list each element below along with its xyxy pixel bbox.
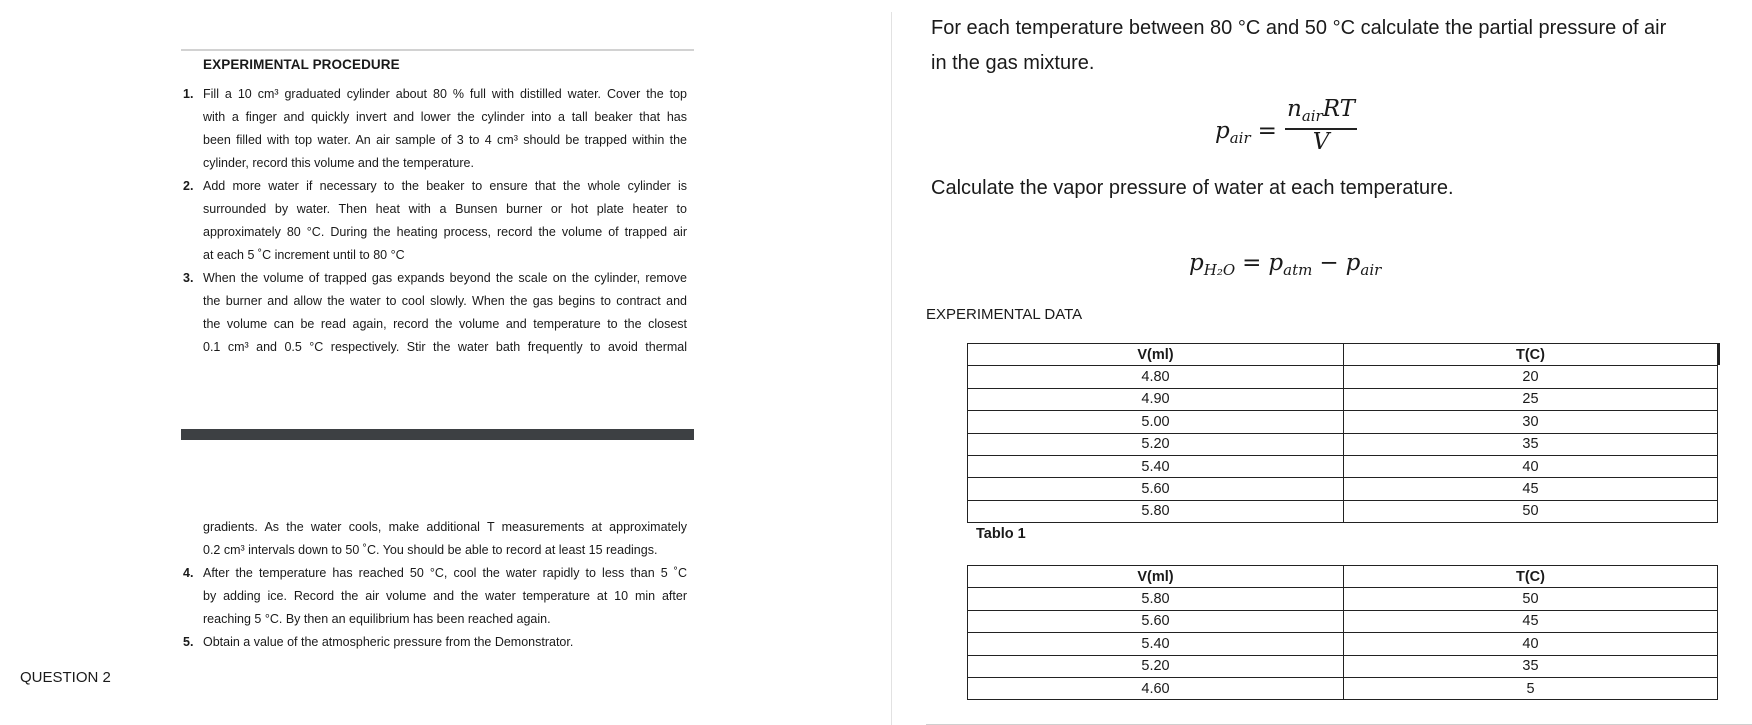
table-row bbox=[968, 388, 1718, 410]
table-cell-temperature: 45 bbox=[1344, 478, 1718, 500]
table-1-cursor-edge bbox=[1718, 343, 1720, 365]
step-1-line-3: been filled with top water. An air sample of 3 to 4 cm³ should be trapped within the bbox=[203, 133, 687, 147]
page-separator bbox=[891, 12, 892, 725]
table-row bbox=[968, 366, 1718, 388]
table-cell-temperature: 40 bbox=[1344, 455, 1718, 477]
experimental-data-title: EXPERIMENTAL DATA bbox=[926, 306, 1083, 323]
step-2-line-3: approximately 80 °C. During the heating process, record the volume of trapped air bbox=[203, 225, 687, 239]
formula-water-term2: p bbox=[1345, 250, 1361, 276]
formula-air-numerator-sub: air bbox=[1301, 107, 1323, 125]
step-1-number: 1. bbox=[183, 87, 194, 101]
step-1-line-2: with a finger and quickly invert and lower the cylinder into a tall beaker that has bbox=[203, 110, 687, 124]
table-cell-volume: 5.40 bbox=[968, 455, 1344, 477]
table-header-row bbox=[968, 344, 1718, 366]
table-cell-volume: 5.20 bbox=[968, 655, 1344, 677]
table-cell-volume: 5.20 bbox=[968, 433, 1344, 455]
table-cell-temperature: 45 bbox=[1344, 610, 1718, 632]
table-cell-volume: 5.80 bbox=[968, 500, 1344, 522]
table-header-temperature: T(C) bbox=[1344, 344, 1718, 366]
step-2-number: 2. bbox=[183, 179, 194, 193]
table-header-temperature: T(C) bbox=[1344, 566, 1718, 588]
step-2-line-1: Add more water if necessary to the beaker to ensure that the whole cylinder is bbox=[203, 179, 687, 193]
step-4-line-2: by adding ice. Record the air volume and the water temperature at 10 min after bbox=[203, 589, 687, 603]
table-cell-volume: 4.90 bbox=[968, 388, 1344, 410]
table-row bbox=[968, 433, 1718, 455]
formula-air-denominator: V bbox=[1312, 129, 1330, 155]
step-5-line-1: Obtain a value of the atmospheric pressure from the Demonstrator. bbox=[203, 635, 574, 649]
table-cell-temperature: 20 bbox=[1344, 366, 1718, 388]
step-5-number: 5. bbox=[183, 635, 194, 649]
table-cell-volume: 5.60 bbox=[968, 610, 1344, 632]
table-row bbox=[968, 633, 1718, 655]
table-cell-volume: 5.00 bbox=[968, 411, 1344, 433]
table-cell-volume: 5.80 bbox=[968, 588, 1344, 610]
step-4-line-1: After the temperature has reached 50 °C, cool the water rapidly to less than 5 ˚C bbox=[203, 566, 687, 580]
table-header-volume: V(ml) bbox=[968, 344, 1344, 366]
vapor-pressure-text: Calculate the vapor pressure of water at each temperature. bbox=[931, 177, 1454, 199]
formula-water-term1-sub: atm bbox=[1283, 261, 1313, 279]
table-cell-temperature: 25 bbox=[1344, 388, 1718, 410]
formula-air-numerator-n: n bbox=[1286, 96, 1302, 122]
table-cell-temperature: 50 bbox=[1344, 500, 1718, 522]
table-header-volume: V(ml) bbox=[968, 566, 1344, 588]
step-1-line-4: cylinder, record this volume and the temperature. bbox=[203, 156, 474, 170]
procedure-title: EXPERIMENTAL PROCEDURE bbox=[203, 57, 400, 72]
step-4-number: 4. bbox=[183, 566, 194, 580]
page-break-bar bbox=[181, 429, 694, 440]
table-header-row bbox=[968, 566, 1718, 588]
data-table-1 bbox=[967, 343, 1718, 523]
step-2-line-2: surrounded by water. Then heat with a Bunsen burner or hot plate heater to bbox=[203, 202, 687, 216]
table-row bbox=[968, 677, 1718, 699]
step-3-continued-line-2: 0.2 cm³ intervals down to 50 ˚C. You should be able to record at least 15 readings. bbox=[203, 543, 658, 557]
formula-water-term2-sub: air bbox=[1360, 261, 1382, 279]
data-table-2 bbox=[967, 565, 1718, 700]
intro-line-1: For each temperature between 80 °C and 50 °C calculate the partial pressure of air bbox=[931, 17, 1667, 39]
table-cell-volume: 5.60 bbox=[968, 478, 1344, 500]
table-row bbox=[968, 655, 1718, 677]
formula-air-lhs: p bbox=[1215, 118, 1230, 144]
formula-water-equals: = bbox=[1242, 250, 1262, 276]
formula-water-vapor bbox=[1189, 250, 1382, 279]
formula-water-lhs-sub: H₂O bbox=[1203, 261, 1236, 279]
step-3-line-1: When the volume of trapped gas expands beyond the scale on the cylinder, remove bbox=[203, 271, 687, 285]
procedure-top-rule bbox=[181, 49, 694, 51]
step-1-line-1: Fill a 10 cm³ graduated cylinder about 80 % full with distilled water. Cover the top bbox=[203, 87, 687, 101]
table-cell-temperature: 35 bbox=[1344, 433, 1718, 455]
table-cell-temperature: 50 bbox=[1344, 588, 1718, 610]
step-2-line-4: at each 5 ˚C increment until to 80 °C bbox=[203, 248, 405, 262]
table-row bbox=[968, 588, 1718, 610]
table-1-caption: Tablo 1 bbox=[976, 526, 1026, 542]
step-3-line-3: the volume can be read again, record the volume and temperature to the closest bbox=[203, 317, 687, 331]
intro-line-2: in the gas mixture. bbox=[931, 52, 1095, 74]
table-row bbox=[968, 500, 1718, 522]
table-row bbox=[968, 610, 1718, 632]
step-3-line-4: 0.1 cm³ and 0.5 °C respectively. Stir the water bath frequently to avoid thermal bbox=[203, 340, 687, 354]
table-row bbox=[968, 455, 1718, 477]
table-row bbox=[968, 478, 1718, 500]
question-label: QUESTION 2 bbox=[20, 669, 111, 686]
table-cell-volume: 5.40 bbox=[968, 633, 1344, 655]
step-3-number: 3. bbox=[183, 271, 194, 285]
formula-water-lhs: p bbox=[1189, 250, 1204, 276]
formula-water-minus: − bbox=[1319, 250, 1339, 276]
formula-air-lhs-sub: air bbox=[1229, 129, 1251, 147]
step-3-line-2: the burner and allow the water to cool slowly. When the gas begins to contract and bbox=[203, 294, 687, 308]
formula-air-equals: = bbox=[1257, 118, 1277, 144]
table-cell-temperature: 35 bbox=[1344, 655, 1718, 677]
formula-air-numerator-rest: RT bbox=[1322, 96, 1355, 122]
table-cell-volume: 4.80 bbox=[968, 366, 1344, 388]
step-3-continued-line-1: gradients. As the water cools, make additional T measurements at approximately bbox=[203, 520, 687, 534]
table-cell-volume: 4.60 bbox=[968, 677, 1344, 699]
table-cell-temperature: 40 bbox=[1344, 633, 1718, 655]
formula-water-term1: p bbox=[1268, 250, 1284, 276]
table-row bbox=[968, 411, 1718, 433]
step-4-line-3: reaching 5 °C. By then an equilibrium has been reached again. bbox=[203, 612, 551, 626]
table-cell-temperature: 5 bbox=[1344, 677, 1718, 699]
table-cell-temperature: 30 bbox=[1344, 411, 1718, 433]
